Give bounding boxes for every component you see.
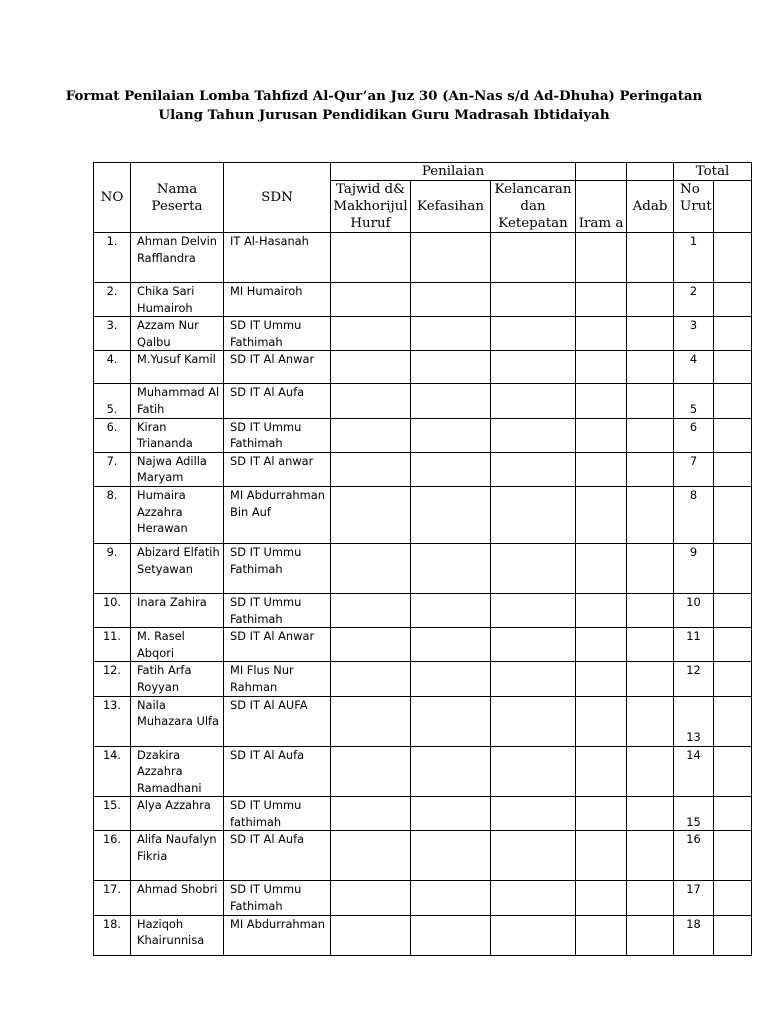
table-row <box>94 696 752 746</box>
total-score <box>714 233 752 283</box>
row-number: 4. <box>94 351 131 384</box>
score-kelancaran <box>491 351 576 384</box>
score-irama <box>576 486 627 543</box>
score-adab <box>627 696 674 746</box>
order-number: 12 <box>674 662 714 696</box>
score-tajwid <box>331 543 411 593</box>
total-score <box>714 452 752 486</box>
score-kelancaran <box>491 831 576 881</box>
row-number: 5. <box>94 384 131 418</box>
order-number: 14 <box>674 746 714 797</box>
score-kefasihan <box>411 881 491 915</box>
score-kelancaran <box>491 418 576 452</box>
row-number: 14. <box>94 746 131 797</box>
header-irama: Iram a <box>576 181 627 233</box>
document-title <box>60 87 708 125</box>
score-tajwid <box>331 593 411 627</box>
score-tajwid <box>331 797 411 831</box>
header-kelancaran: Kelancaran dan Ketepatan <box>491 181 576 233</box>
score-tajwid <box>331 233 411 283</box>
score-adab <box>627 593 674 627</box>
header-penilaian: Penilaian <box>331 163 576 181</box>
total-score <box>714 746 752 797</box>
score-irama <box>576 452 627 486</box>
table-row <box>94 233 752 283</box>
total-score <box>714 543 752 593</box>
score-tajwid <box>331 452 411 486</box>
score-tajwid <box>331 418 411 452</box>
score-irama <box>576 384 627 418</box>
table-row <box>94 317 752 351</box>
header-row-top <box>94 163 752 181</box>
table-row <box>94 797 752 831</box>
score-kelancaran <box>491 662 576 696</box>
order-number: 2 <box>674 283 714 317</box>
score-irama <box>576 418 627 452</box>
score-irama <box>576 283 627 317</box>
score-kelancaran <box>491 696 576 746</box>
row-number: 8. <box>94 486 131 543</box>
school-name: MI Flus Nur Rahman <box>224 662 331 696</box>
score-kefasihan <box>411 233 491 283</box>
school-name: SD IT Ummu fathimah <box>224 797 331 831</box>
score-kefasihan <box>411 746 491 797</box>
table-body <box>94 233 752 956</box>
score-kelancaran <box>491 915 576 955</box>
row-number: 1. <box>94 233 131 283</box>
school-name: SD IT Al Aufa <box>224 831 331 881</box>
participant-name: Chika Sari Humairoh <box>131 283 224 317</box>
row-number: 12. <box>94 662 131 696</box>
participant-name: Ahmad Shobri <box>131 881 224 915</box>
score-adab <box>627 746 674 797</box>
participant-name: M. Rasel Abqori <box>131 628 224 662</box>
total-score <box>714 831 752 881</box>
score-kefasihan <box>411 831 491 881</box>
school-name: SD IT Al anwar <box>224 452 331 486</box>
score-irama <box>576 628 627 662</box>
score-tajwid <box>331 283 411 317</box>
score-kefasihan <box>411 797 491 831</box>
score-kelancaran <box>491 452 576 486</box>
score-tajwid <box>331 831 411 881</box>
score-kelancaran <box>491 283 576 317</box>
header-blank-2 <box>627 163 674 181</box>
school-name: SD IT Al AUFA <box>224 696 331 746</box>
total-score <box>714 696 752 746</box>
score-adab <box>627 915 674 955</box>
header-total: Total <box>674 163 752 181</box>
score-adab <box>627 233 674 283</box>
score-adab <box>627 543 674 593</box>
table-row <box>94 746 752 797</box>
participant-name: Dzakira Azzahra Ramadhani <box>131 746 224 797</box>
order-number: 11 <box>674 628 714 662</box>
participant-name: Inara Zahira <box>131 593 224 627</box>
title-line-1: Format Penilaian Lomba Tahfizd Al-Qur’an Juz 30 (An-Nas s/d Ad-Dhuha) Peringatan <box>65 88 703 104</box>
score-tajwid <box>331 662 411 696</box>
score-kelancaran <box>491 384 576 418</box>
score-adab <box>627 351 674 384</box>
school-name: MI Abdurrahman Bin Auf <box>224 486 331 543</box>
score-kelancaran <box>491 317 576 351</box>
school-name: SD IT Al Aufa <box>224 746 331 797</box>
score-kefasihan <box>411 317 491 351</box>
header-adab: Adab <box>627 181 674 233</box>
table-row <box>94 915 752 955</box>
score-kefasihan <box>411 351 491 384</box>
row-number: 18. <box>94 915 131 955</box>
header-sdn: SDN <box>224 163 331 233</box>
score-kefasihan <box>411 696 491 746</box>
total-score <box>714 486 752 543</box>
score-kelancaran <box>491 233 576 283</box>
score-kefasihan <box>411 628 491 662</box>
score-table <box>93 162 752 956</box>
participant-name: Alifa Naufalyn Fikria <box>131 831 224 881</box>
score-kelancaran <box>491 797 576 831</box>
total-score <box>714 593 752 627</box>
row-number: 6. <box>94 418 131 452</box>
score-tajwid <box>331 317 411 351</box>
score-kefasihan <box>411 418 491 452</box>
order-number: 17 <box>674 881 714 915</box>
score-adab <box>627 797 674 831</box>
row-number: 10. <box>94 593 131 627</box>
score-irama <box>576 317 627 351</box>
header-nama: Nama Peserta <box>131 163 224 233</box>
order-number: 4 <box>674 351 714 384</box>
score-irama <box>576 881 627 915</box>
order-number: 10 <box>674 593 714 627</box>
school-name: SD IT Al Anwar <box>224 351 331 384</box>
score-irama <box>576 543 627 593</box>
order-number: 18 <box>674 915 714 955</box>
table-row <box>94 628 752 662</box>
score-kefasihan <box>411 915 491 955</box>
score-kefasihan <box>411 543 491 593</box>
score-irama <box>576 593 627 627</box>
order-number: 13 <box>674 696 714 746</box>
header-no-urut: No Urut <box>674 181 714 233</box>
score-irama <box>576 233 627 283</box>
score-tajwid <box>331 881 411 915</box>
table-row <box>94 283 752 317</box>
order-number: 7 <box>674 452 714 486</box>
total-score <box>714 418 752 452</box>
participant-name: M.Yusuf Kamil <box>131 351 224 384</box>
score-adab <box>627 418 674 452</box>
table-row <box>94 831 752 881</box>
table-row <box>94 351 752 384</box>
school-name: MI Abdurrahman <box>224 915 331 955</box>
score-tajwid <box>331 696 411 746</box>
school-name: SD IT Al Aufa <box>224 384 331 418</box>
table-row <box>94 881 752 915</box>
order-number: 8 <box>674 486 714 543</box>
table-row <box>94 593 752 627</box>
score-tajwid <box>331 351 411 384</box>
total-score <box>714 662 752 696</box>
score-adab <box>627 283 674 317</box>
total-score <box>714 915 752 955</box>
participant-name: Muhammad Al Fatih <box>131 384 224 418</box>
row-number: 3. <box>94 317 131 351</box>
total-score <box>714 283 752 317</box>
score-kelancaran <box>491 486 576 543</box>
header-tajwid: Tajwid d& Makhorijul Huruf <box>331 181 411 233</box>
total-score <box>714 384 752 418</box>
order-number: 1 <box>674 233 714 283</box>
header-blank-1 <box>576 163 627 181</box>
total-score <box>714 628 752 662</box>
school-name: SD IT Ummu Fathimah <box>224 317 331 351</box>
order-number: 6 <box>674 418 714 452</box>
score-adab <box>627 452 674 486</box>
score-adab <box>627 486 674 543</box>
score-tajwid <box>331 746 411 797</box>
score-kefasihan <box>411 662 491 696</box>
score-adab <box>627 317 674 351</box>
score-adab <box>627 831 674 881</box>
table-row <box>94 543 752 593</box>
row-number: 13. <box>94 696 131 746</box>
participant-name: Azzam Nur Qalbu <box>131 317 224 351</box>
title-line-2: Ulang Tahun Jurusan Pendidikan Guru Madrasah Ibtidaiyah <box>158 107 610 123</box>
school-name: SD IT Ummu Fathimah <box>224 881 331 915</box>
row-number: 9. <box>94 543 131 593</box>
score-tajwid <box>331 384 411 418</box>
score-kelancaran <box>491 881 576 915</box>
order-number: 5 <box>674 384 714 418</box>
school-name: MI Humairoh <box>224 283 331 317</box>
score-irama <box>576 696 627 746</box>
table-row <box>94 486 752 543</box>
school-name: SD IT Ummu Fathimah <box>224 543 331 593</box>
score-kefasihan <box>411 593 491 627</box>
table-row <box>94 384 752 418</box>
total-score <box>714 351 752 384</box>
participant-name: Alya Azzahra <box>131 797 224 831</box>
row-number: 16. <box>94 831 131 881</box>
score-adab <box>627 662 674 696</box>
header-kefasihan: Kefasihan <box>411 181 491 233</box>
score-irama <box>576 915 627 955</box>
participant-name: Najwa Adilla Maryam <box>131 452 224 486</box>
score-irama <box>576 831 627 881</box>
order-number: 3 <box>674 317 714 351</box>
school-name: SD IT Ummu Fathimah <box>224 593 331 627</box>
score-tajwid <box>331 486 411 543</box>
order-number: 16 <box>674 831 714 881</box>
participant-name: Fatih Arfa Royyan <box>131 662 224 696</box>
score-kelancaran <box>491 628 576 662</box>
score-irama <box>576 797 627 831</box>
participant-name: Haziqoh Khairunnisa <box>131 915 224 955</box>
header-total-blank <box>714 181 752 233</box>
row-number: 17. <box>94 881 131 915</box>
table-row <box>94 418 752 452</box>
score-adab <box>627 881 674 915</box>
school-name: IT Al-Hasanah <box>224 233 331 283</box>
score-kefasihan <box>411 384 491 418</box>
total-score <box>714 317 752 351</box>
order-number: 9 <box>674 543 714 593</box>
participant-name: Kiran Triananda <box>131 418 224 452</box>
row-number: 7. <box>94 452 131 486</box>
score-tajwid <box>331 915 411 955</box>
participant-name: Humaira Azzahra Herawan <box>131 486 224 543</box>
school-name: SD IT Al Anwar <box>224 628 331 662</box>
score-kelancaran <box>491 543 576 593</box>
row-number: 2. <box>94 283 131 317</box>
table-row <box>94 662 752 696</box>
score-kefasihan <box>411 486 491 543</box>
total-score <box>714 797 752 831</box>
score-kelancaran <box>491 593 576 627</box>
row-number: 11. <box>94 628 131 662</box>
score-adab <box>627 628 674 662</box>
score-irama <box>576 746 627 797</box>
header-no: NO <box>94 163 131 233</box>
participant-name: Ahman Delvin Rafflandra <box>131 233 224 283</box>
table-row <box>94 452 752 486</box>
score-irama <box>576 351 627 384</box>
score-tajwid <box>331 628 411 662</box>
score-adab <box>627 384 674 418</box>
score-kefasihan <box>411 452 491 486</box>
participant-name: Abizard Elfatih Setyawan <box>131 543 224 593</box>
order-number: 15 <box>674 797 714 831</box>
participant-name: Naila Muhazara Ulfa <box>131 696 224 746</box>
score-kelancaran <box>491 746 576 797</box>
score-kefasihan <box>411 283 491 317</box>
total-score <box>714 881 752 915</box>
school-name: SD IT Ummu Fathimah <box>224 418 331 452</box>
row-number: 15. <box>94 797 131 831</box>
score-irama <box>576 662 627 696</box>
